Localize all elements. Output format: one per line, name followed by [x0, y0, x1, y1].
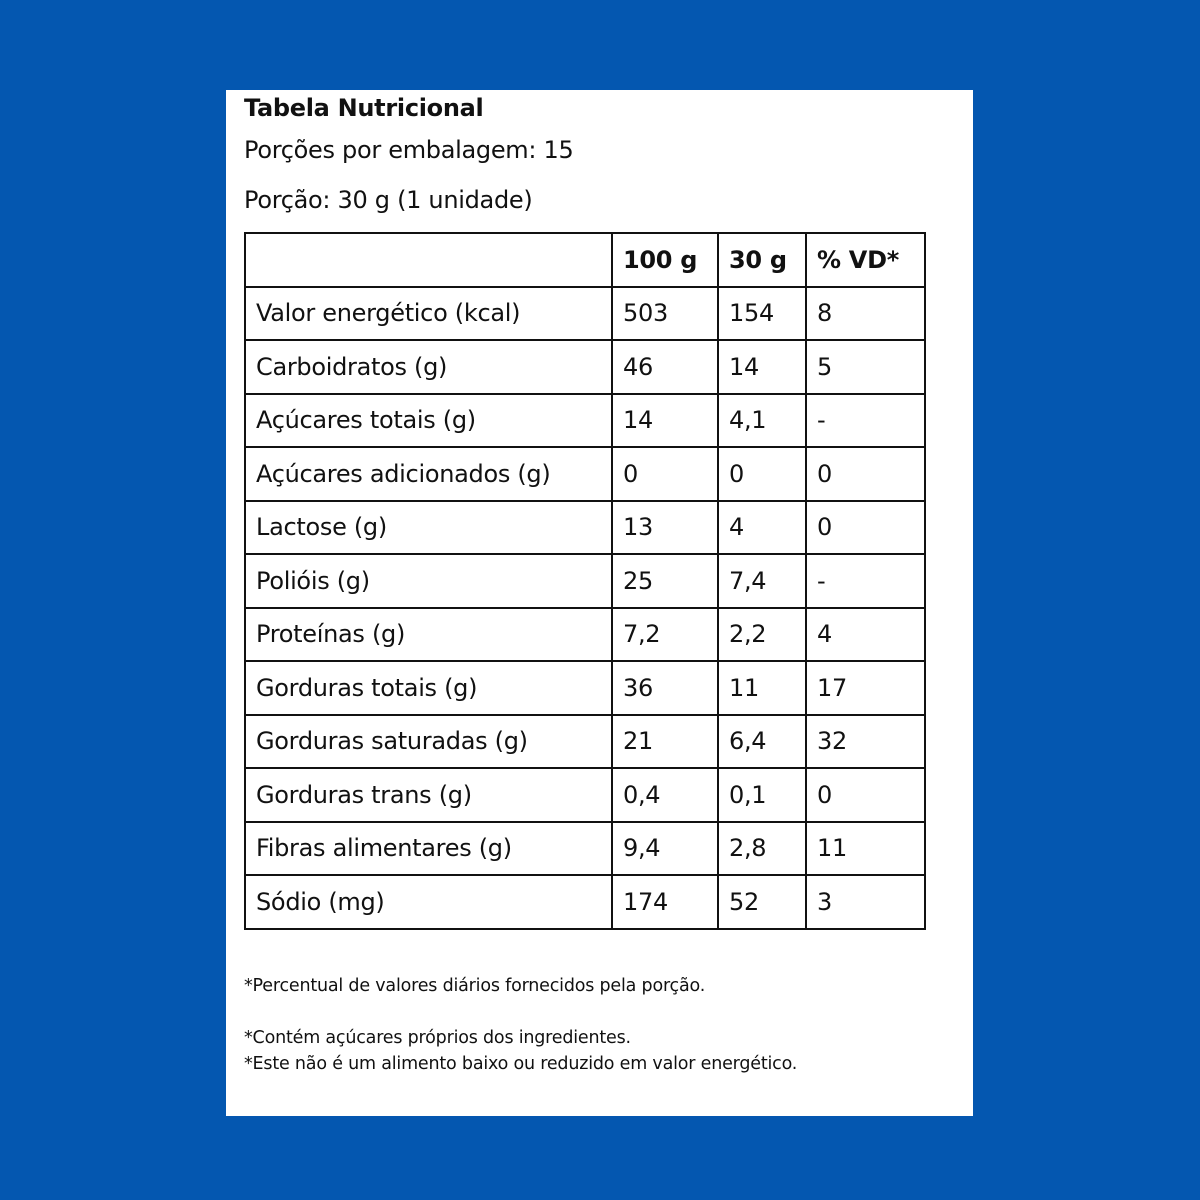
value-daily-value: - [806, 394, 925, 448]
table-row [245, 394, 925, 448]
value-per-100g: 503 [612, 287, 718, 341]
nutrient-name: Gorduras trans (g) [245, 768, 612, 822]
value-daily-value: 8 [806, 287, 925, 341]
nutrient-name: Gorduras saturadas (g) [245, 715, 612, 769]
nutrient-name: Carboidratos (g) [245, 340, 612, 394]
value-daily-value: 32 [806, 715, 925, 769]
nutrition-label-card [226, 90, 973, 1116]
table-row [245, 768, 925, 822]
table-row [245, 340, 925, 394]
footnote-energy: *Este não é um alimento baixo ou reduzido em valor energético. [244, 1054, 798, 1074]
header-daily-value: % VD* [806, 233, 925, 287]
value-per-100g: 25 [612, 554, 718, 608]
value-per-30g: 4,1 [718, 394, 806, 448]
value-per-30g: 2,2 [718, 608, 806, 662]
value-per-30g: 0,1 [718, 768, 806, 822]
value-daily-value: 11 [806, 822, 925, 876]
value-daily-value: 3 [806, 875, 925, 929]
value-per-100g: 7,2 [612, 608, 718, 662]
value-per-100g: 9,4 [612, 822, 718, 876]
value-per-30g: 2,8 [718, 822, 806, 876]
value-per-100g: 0,4 [612, 768, 718, 822]
value-daily-value: 17 [806, 661, 925, 715]
table-row [245, 875, 925, 929]
header-per-30g: 30 g [718, 233, 806, 287]
value-daily-value: 0 [806, 501, 925, 555]
nutrient-name: Polióis (g) [245, 554, 612, 608]
value-per-100g: 46 [612, 340, 718, 394]
header-nutrient [245, 233, 612, 287]
table-row [245, 287, 925, 341]
nutrient-name: Gorduras totais (g) [245, 661, 612, 715]
nutrition-table [244, 232, 926, 930]
value-per-100g: 14 [612, 394, 718, 448]
value-daily-value: - [806, 554, 925, 608]
nutrient-name: Açúcares adicionados (g) [245, 447, 612, 501]
table-row [245, 554, 925, 608]
page-title: Tabela Nutricional [244, 94, 484, 122]
value-per-30g: 14 [718, 340, 806, 394]
table-row [245, 822, 925, 876]
value-per-30g: 154 [718, 287, 806, 341]
value-per-100g: 174 [612, 875, 718, 929]
footnote-daily-value: *Percentual de valores diários fornecidos pela porção. [244, 976, 706, 996]
nutrient-name: Proteínas (g) [245, 608, 612, 662]
header-per-100g: 100 g [612, 233, 718, 287]
nutrient-name: Sódio (mg) [245, 875, 612, 929]
value-per-100g: 21 [612, 715, 718, 769]
nutrient-name: Valor energético (kcal) [245, 287, 612, 341]
table-row [245, 608, 925, 662]
value-daily-value: 0 [806, 768, 925, 822]
servings-per-package: Porções por embalagem: 15 [244, 136, 574, 164]
value-per-30g: 4 [718, 501, 806, 555]
value-per-30g: 52 [718, 875, 806, 929]
portion-size: Porção: 30 g (1 unidade) [244, 186, 533, 214]
value-per-30g: 0 [718, 447, 806, 501]
table-header-row [245, 233, 925, 287]
table-row [245, 501, 925, 555]
value-daily-value: 5 [806, 340, 925, 394]
value-per-100g: 0 [612, 447, 718, 501]
value-daily-value: 0 [806, 447, 925, 501]
table-row [245, 447, 925, 501]
value-per-100g: 13 [612, 501, 718, 555]
table-row [245, 661, 925, 715]
nutrient-name: Fibras alimentares (g) [245, 822, 612, 876]
table-row [245, 715, 925, 769]
value-per-30g: 6,4 [718, 715, 806, 769]
nutrient-name: Lactose (g) [245, 501, 612, 555]
value-per-30g: 7,4 [718, 554, 806, 608]
footnote-sugars: *Contém açúcares próprios dos ingredientes. [244, 1028, 631, 1048]
nutrient-name: Açúcares totais (g) [245, 394, 612, 448]
value-per-100g: 36 [612, 661, 718, 715]
value-per-30g: 11 [718, 661, 806, 715]
value-daily-value: 4 [806, 608, 925, 662]
